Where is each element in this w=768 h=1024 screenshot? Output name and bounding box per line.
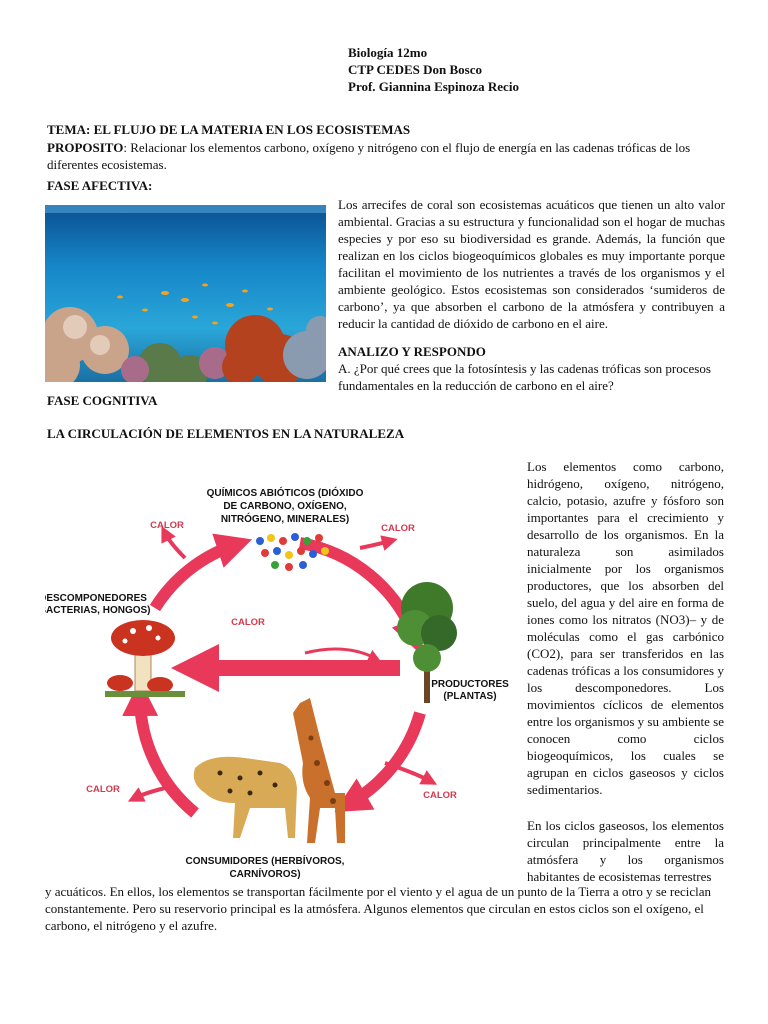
analyze-question: A. ¿Por qué crees que la fotosíntesis y las cadenas tróficas son procesos fundamentales en la reducción de carbono en el aire? — [338, 361, 711, 393]
heat-label-bottom-right: CALOR — [423, 790, 457, 801]
coral-reef-photo — [45, 205, 326, 382]
abiotic-label-line2: DE CARBONO, OXÍGENO, — [223, 501, 347, 512]
abiotic-label-line3: NITRÓGENO, MINERALES) — [220, 514, 350, 525]
analyze-heading: ANALIZO Y RESPONDO — [338, 344, 486, 359]
abiotic-label-line1: QUÍMICOS ABIÓTICOS (DIÓXIDO — [206, 488, 364, 499]
decomposers-label-line2: (BACTERIAS, HONGOS) — [45, 605, 151, 616]
school-name: CTP CEDES Don Bosco — [348, 62, 482, 77]
elements-paragraph: Los elementos como carbono, hidrógeno, oxígeno, nitrógeno, calcio, potasio, azufre y fósforo son importantes para el crecimiento y desarrollo de los organismos. En la naturaleza son asimilados inicialmente por los organismos productores, que los absorben del suelo, del agua y del aire en forma de iones como los nitratos (NO3)– y de moléculas como el gas carbónico (CO2), para ser transferidos en las cadenas tróficas a los consumidores y los descomponedores. Los movimientos cíclicos de elementos entre los organismos y su ambiente se conocen como ciclos biogeoquímicos, los cuales se agrupan en ciclos gaseosos y ciclos sedimentarios. — [527, 459, 724, 797]
purpose-text: : Relacionar los elementos carbono, oxígeno y nitrógeno con el flujo de energía en las cadenas tróficas de los diferentes ecosistemas. — [47, 140, 691, 172]
cycle-arrow-bottom-left — [140, 698, 195, 813]
coral-reef-paragraph: Los arrecifes de coral son ecosistemas acuáticos que tienen un alto valor ambiental. Gracias a su estructura y funcionalidad son el hogar de muchas especies y por eso su biodiversidad es grande. Además, la función que realizan en los ciclos biogeoquímicos globales es muy importante porque facilitan el movimiento de los nutrientes a través de los organismos y el ambiente geológico. Estos ecosistemas son considerados ‘sumideros de carbono’, ya que absorben el carbono de la atmósfera y contribuyen a reducir la cantidad de dióxido de carbono en el aire. — [338, 197, 725, 331]
producers-label-line2: (PLANTAS) — [443, 691, 497, 702]
gaseous-cycles-continuation: y acuáticos. En ellos, los elementos se transportan fácilmente por el viento y el agua de un punto de la Tierra a otro y se reciclan constantemente. Pero su reservorio principal es la atmósfera. Algunos elementos que circulan en estos ciclos son el oxígeno, el carbono, el nitrógeno y el azufre. — [45, 884, 712, 933]
heat-arrow-bottom-left — [135, 788, 165, 798]
topic-title: TEMA: EL FLUJO DE LA MATERIA EN LOS ECOSISTEMAS — [47, 122, 411, 137]
heat-label-bottom-left: CALOR — [86, 784, 120, 795]
heat-label-top-left: CALOR — [150, 520, 184, 531]
purpose-label: PROPOSITO — [47, 140, 124, 155]
mushroom-icon — [105, 620, 185, 697]
heat-arrow-top-left — [165, 533, 185, 558]
heat-label-center: CALOR — [231, 617, 265, 628]
leopard-icon — [194, 757, 297, 838]
affective-phase-heading: FASE AFECTIVA: — [47, 178, 153, 193]
document-header — [348, 44, 519, 95]
heat-label-top-right: CALOR — [381, 523, 415, 534]
decomposers-label-line1: DESCOMPONEDORES — [45, 593, 147, 604]
circulation-section-title: LA CIRCULACIÓN DE ELEMENTOS EN LA NATURALEZA — [47, 426, 405, 441]
heat-arrow-top-right — [360, 541, 390, 548]
giraffe-icon — [293, 698, 345, 843]
cognitive-phase-heading: FASE COGNITIVA — [47, 393, 158, 408]
consumers-label-line1: CONSUMIDORES (HERBÍVOROS, — [185, 856, 345, 867]
course-name: Biología 12mo — [348, 45, 428, 60]
cycle-arrow-top-left — [155, 545, 235, 608]
gaseous-cycles-intro: En los ciclos gaseosos, los elementos circulan principalmente entre la atmósfera y los organismos habitantes de ecosistemas terrestres — [527, 818, 724, 884]
teacher-name: Prof. Giannina Espinoza Recio — [348, 79, 519, 94]
producers-label-line1: PRODUCTORES — [431, 679, 509, 690]
consumers-label-line2: CARNÍVOROS) — [229, 869, 301, 880]
cycle-arrow-bottom-right — [350, 713, 420, 803]
purpose-paragraph — [47, 139, 723, 173]
element-cycle-diagram — [45, 463, 515, 888]
